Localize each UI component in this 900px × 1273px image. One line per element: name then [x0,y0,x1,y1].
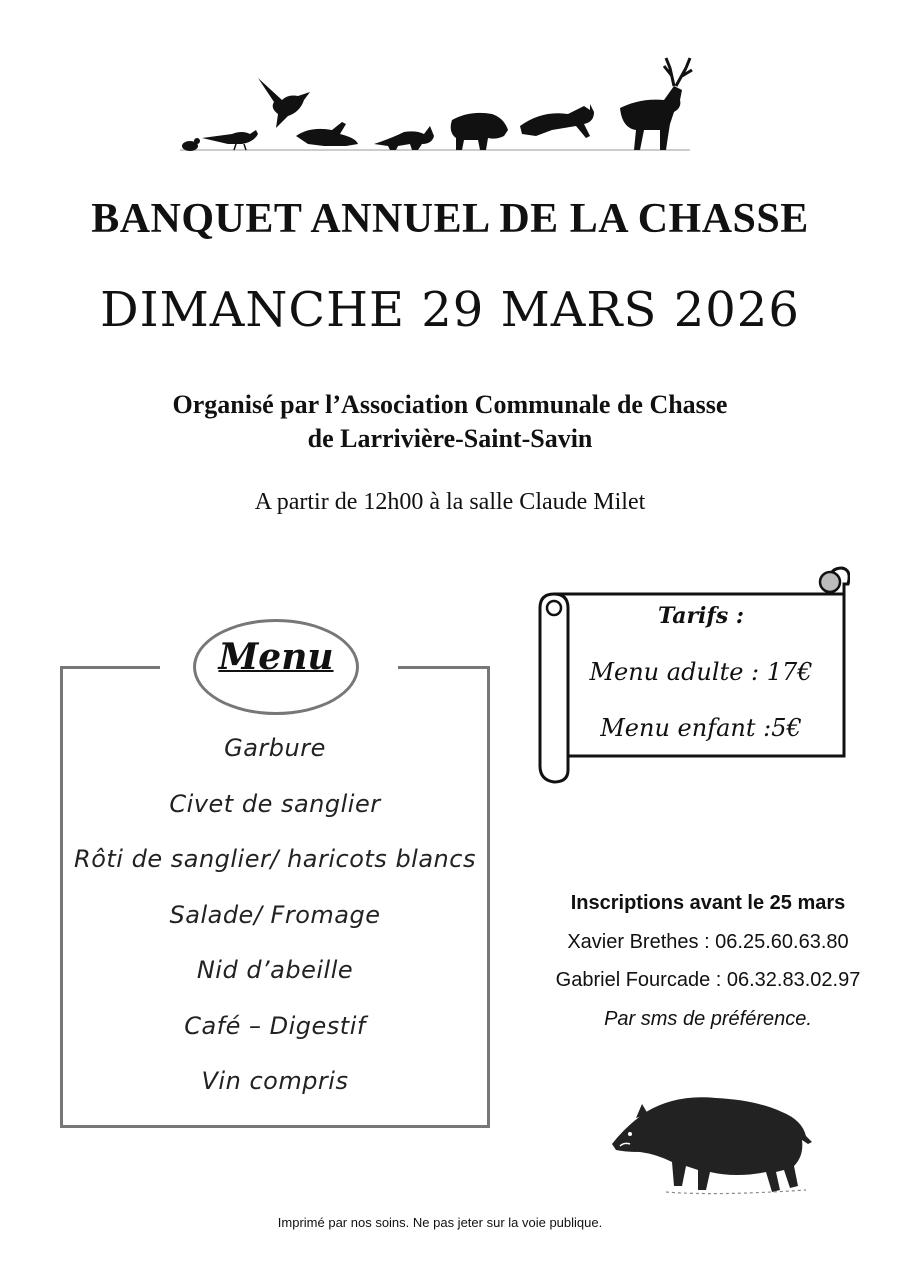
menu-item: Salade/ Fromage [169,900,381,929]
tarif-adult: Menu adulte : 17€ [589,658,813,686]
event-date: DIMANCHE 29 MARS 2026 [100,282,800,338]
tarif-child: Menu enfant :5€ [600,714,802,742]
organizer-line-2: de Larrivière-Saint-Savin [307,424,593,453]
organizer-line-1: Organisé par l’Association Communale de Chasse [172,390,728,419]
menu-item: Civet de sanglier [169,789,381,818]
organizer [0,388,900,456]
time-and-venue: A partir de 12h00 à la salle Claude Milet [254,489,646,515]
registration-heading: Inscriptions avant le 25 mars [570,892,846,914]
menu-item: Vin compris [201,1067,349,1095]
event-title: BANQUET ANNUEL DE LA CHASSE [91,196,809,242]
footer-note: Imprimé par nos soins. Ne pas jeter sur la voie publique. [277,1215,603,1230]
menu-item: Nid d’abeille [196,956,354,984]
menu-item: Café – Digestif [184,1011,366,1040]
contact-line: Xavier Brethes : 06.25.60.63.80 [567,930,849,953]
tarifs-title: Tarifs : [657,603,745,629]
menu-item: Garbure [224,734,326,762]
contact-line: Gabriel Fourcade : 06.32.83.02.97 [555,969,861,991]
registration-note: Par sms de préférence. [604,1007,812,1030]
wild-boar-icon [606,1082,820,1202]
menu-title: Menu [218,636,334,678]
game-animals-silhouette-icon [170,50,730,160]
menu-item: Rôti de sanglier/ haricots blancs [74,845,476,873]
menu-list [60,728,490,1117]
registration-info [530,884,886,1038]
